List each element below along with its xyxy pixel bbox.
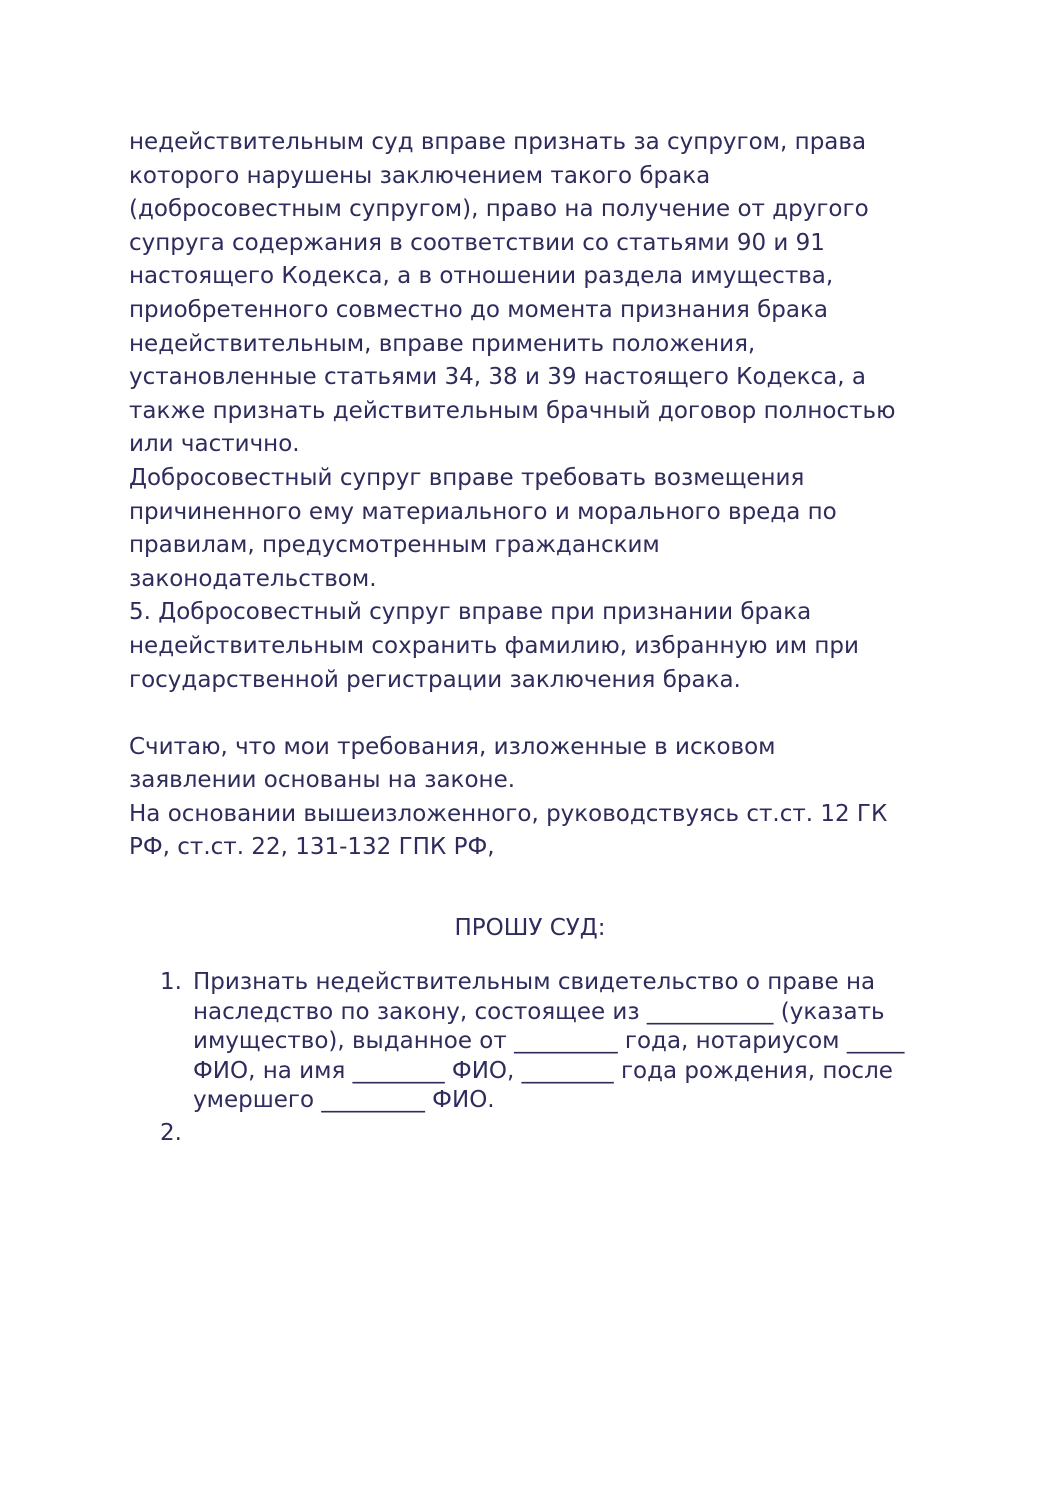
text-line: На основании вышеизложенного, руководствуясь ст.ст. 12 ГК	[129, 800, 888, 827]
text-line: 5. Добросовестный супруг вправе при признании брака	[129, 599, 812, 626]
text-line: умершего _________ ФИО.	[193, 1087, 495, 1113]
text-line: недействительным сохранить фамилию, избранную им при	[129, 632, 859, 659]
paragraph-surname	[129, 596, 949, 697]
text-line: РФ, ст.ст. 22, 131-132 ГПК РФ,	[129, 834, 495, 861]
text-line: которого нарушены заключением такого брака	[129, 162, 711, 189]
list-item-number: 2.	[160, 1119, 182, 1146]
text-line: или частично.	[129, 431, 300, 458]
paragraph-claims-lawful	[129, 731, 949, 798]
paragraph-damages	[129, 462, 949, 596]
text-line: недействительным, вправе применить положения,	[129, 330, 756, 357]
text-line: Признать недействительным свидетельство о праве на	[193, 969, 876, 995]
text-line: правилам, предусмотренным гражданским	[129, 532, 660, 559]
text-line: имущество), выданное от _________ года, нотариусом _____	[193, 1028, 905, 1054]
text-line: супруга содержания в соответствии со статьями 90 и 91	[129, 229, 825, 256]
paragraph-legal-basis	[129, 798, 949, 865]
text-line: установленные статьями 34, 38 и 39 настоящего Кодекса, а	[129, 364, 866, 391]
list-item-number: 1.	[160, 969, 182, 995]
list-item	[160, 1119, 960, 1149]
text-line: настоящего Кодекса, а в отношении раздела имущества,	[129, 263, 834, 290]
text-line: также признать действительным брачный договор полностью	[129, 397, 896, 424]
text-line: Считаю, что мои требования, изложенные в исковом	[129, 733, 776, 760]
request-heading: ПРОШУ СУД:	[454, 915, 606, 941]
text-line: недействительным суд вправе признать за супругом, права	[129, 129, 867, 155]
list-item-empty	[193, 1119, 960, 1149]
text-line: государственной регистрации заключения брака.	[129, 666, 741, 693]
text-line: Добросовестный супруг вправе требовать возмещения	[129, 464, 805, 491]
list-item	[160, 968, 960, 1116]
text-line: причиненного ему материального и морального вреда по	[129, 498, 837, 525]
request-list	[160, 968, 960, 1148]
document-body	[129, 126, 949, 865]
text-line: ФИО, на имя ________ ФИО, ________ года рождения, после	[193, 1057, 893, 1084]
text-line: заявлении основаны на законе.	[129, 767, 516, 794]
text-line: законодательством.	[129, 565, 377, 592]
text-line: приобретенного совместно до момента признания брака	[129, 296, 828, 323]
paragraph-spouse-rights	[129, 126, 949, 462]
text-line: наследство по закону, состоящее из ___________ (указать	[193, 998, 885, 1025]
paragraph-gap	[129, 697, 949, 731]
text-line: (добросовестным супругом), право на получение от другого	[129, 196, 869, 223]
